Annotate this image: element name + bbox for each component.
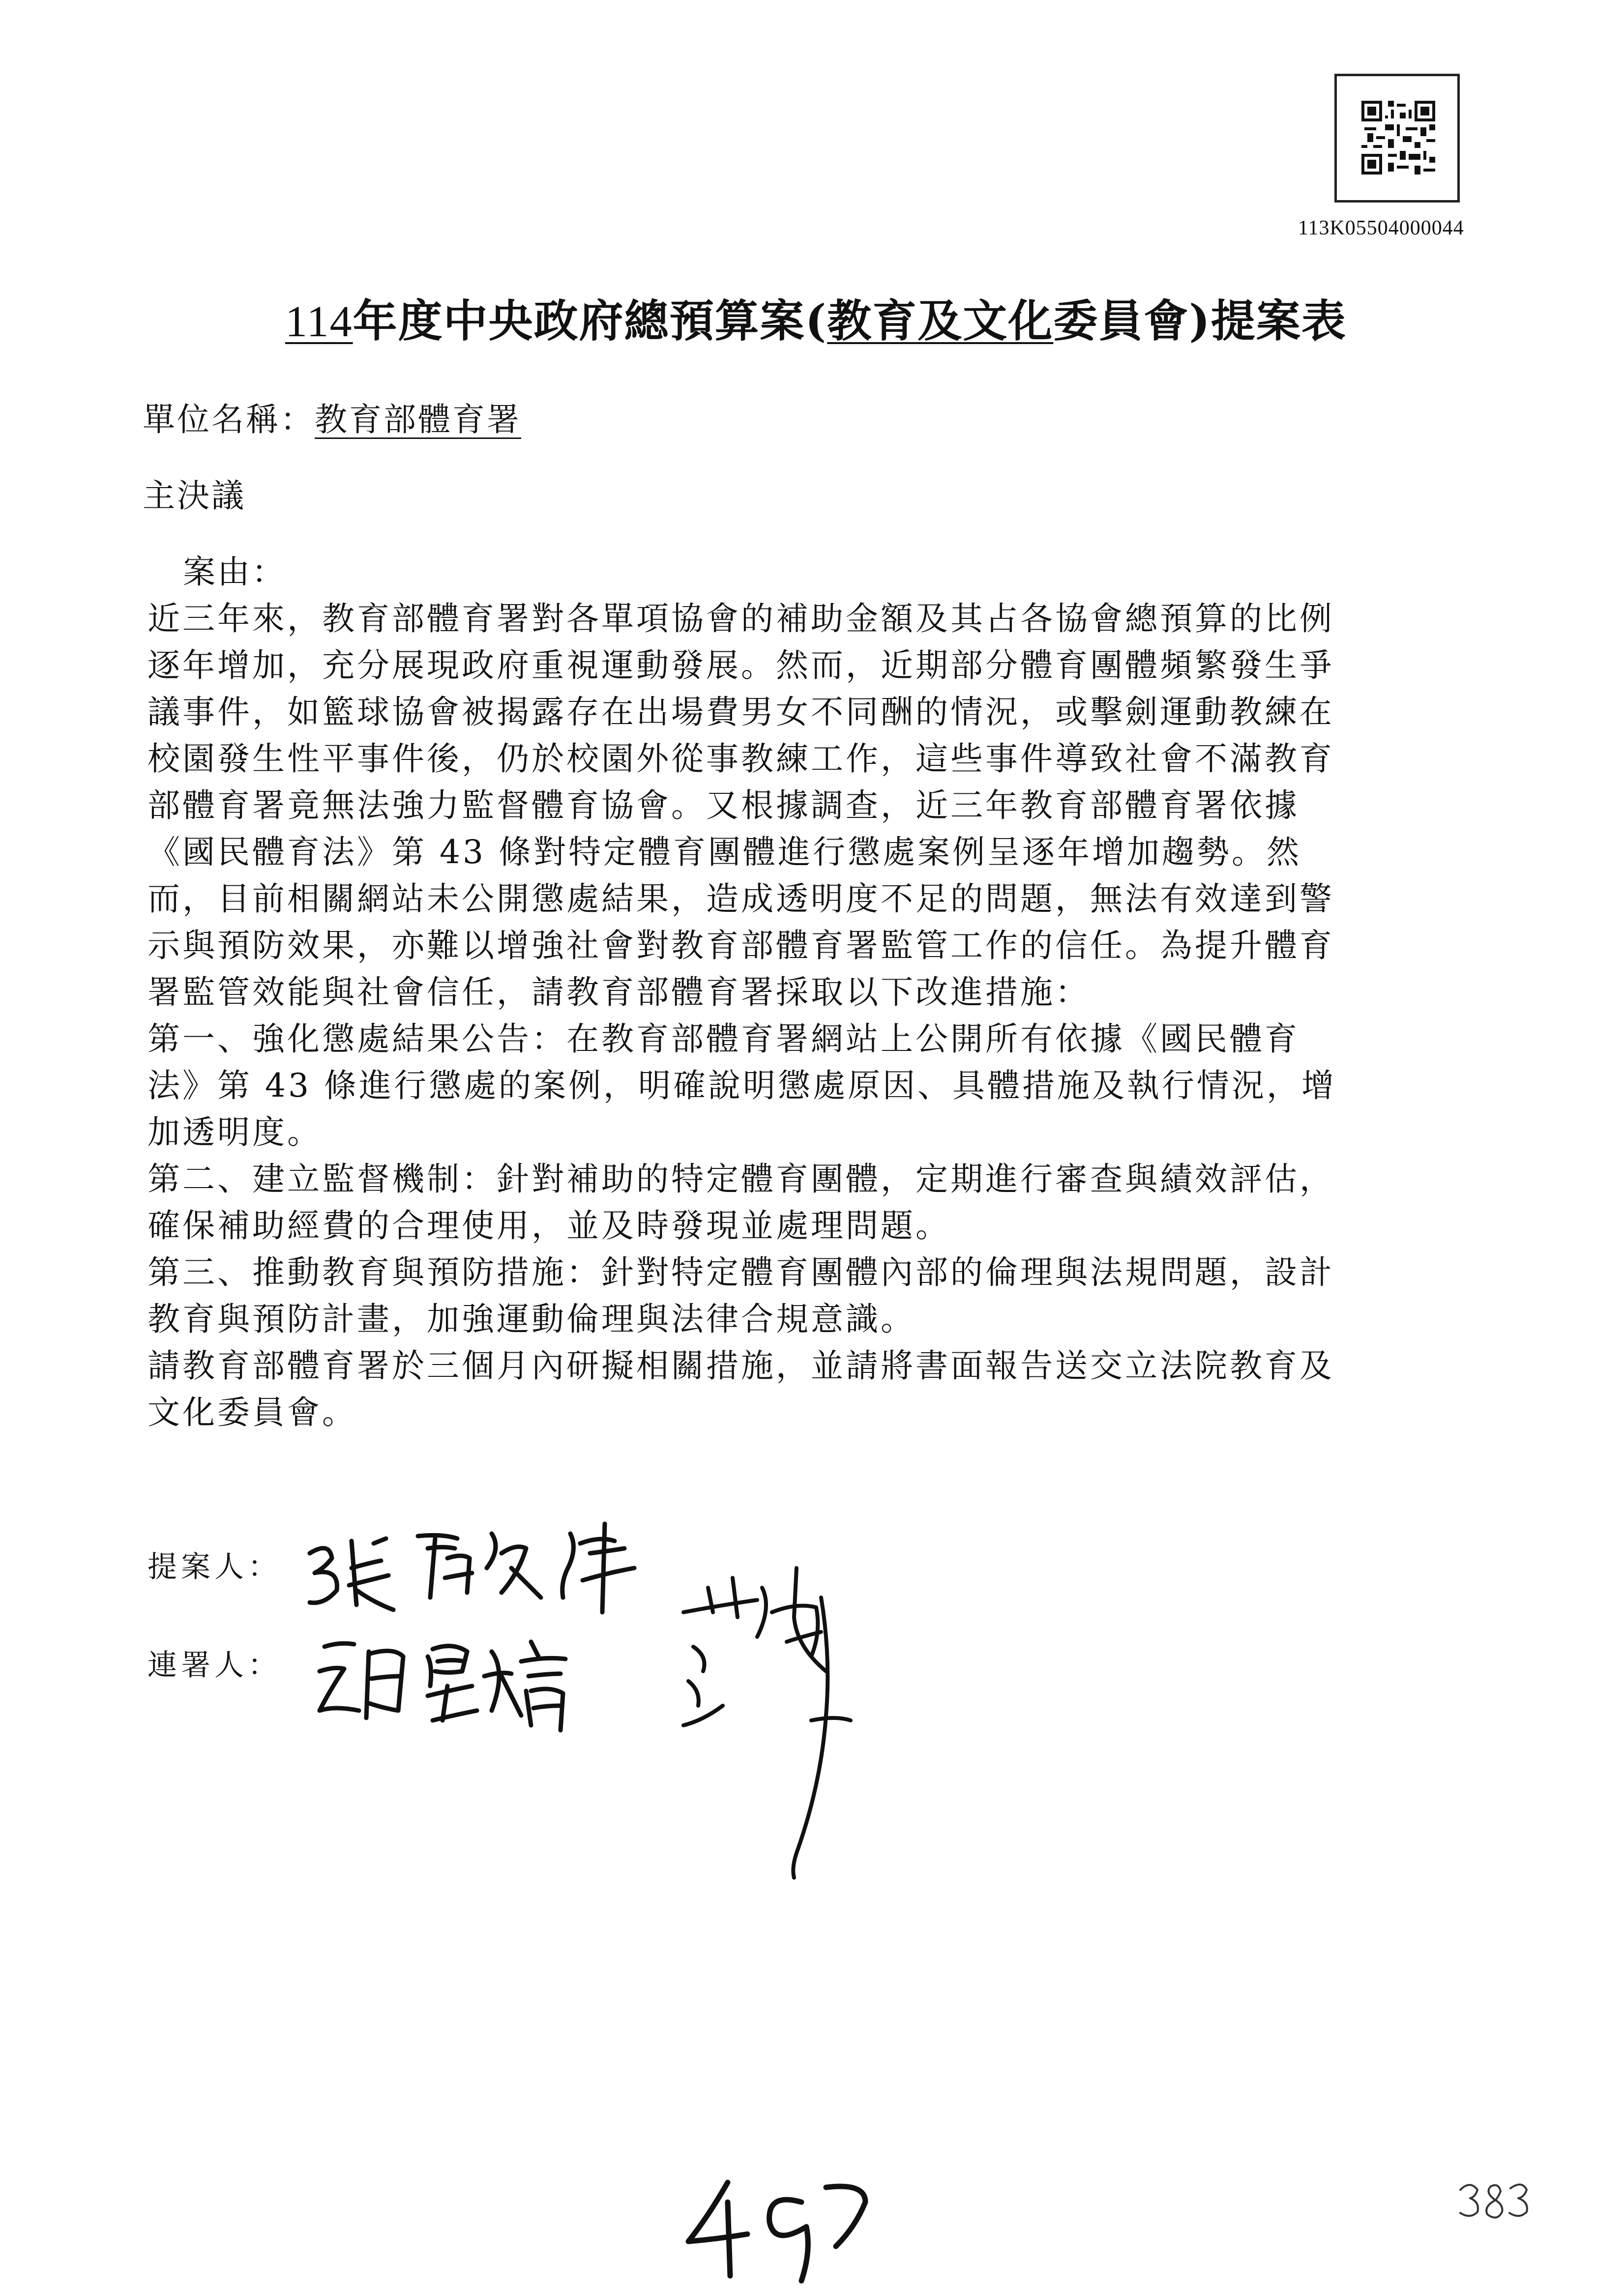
qr-code-icon bbox=[1361, 101, 1435, 174]
body-line: 教育與預防計畫，加強運動倫理與法律合規意識。 bbox=[148, 1300, 915, 1338]
page-title bbox=[285, 285, 1367, 349]
proposer-signature bbox=[295, 1494, 649, 1622]
qr-code bbox=[1334, 74, 1460, 203]
body-line: 第二、建立監督機制：針對補助的特定體育團體，定期進行審查與績效評估， bbox=[148, 1160, 1334, 1198]
unit-row bbox=[143, 393, 521, 440]
page-number-corner bbox=[1455, 2178, 1534, 2222]
cosigner-signature-2 bbox=[674, 1558, 880, 1883]
body-line: 加透明度。 bbox=[148, 1113, 322, 1151]
reason-label: 案由： bbox=[183, 553, 286, 591]
title-part-1: 年度中央政府總預算案( bbox=[353, 295, 827, 347]
body-line: 而，目前相關網站未公開懲處結果，造成透明度不足的問題，無法有效達到警 bbox=[148, 880, 1334, 918]
body-line: 逐年增加，充分展現政府重視運動發展。然而，近期部分體育團體頻繁發生爭 bbox=[148, 646, 1334, 684]
body-line: 校園發生性平事件後，仍於校園外從事教練工作，這些事件導致社會不滿教育 bbox=[148, 740, 1334, 778]
body-line: 請教育部體育署於三個月內研擬相關措施，並請將書面報告送交立法院教育及 bbox=[148, 1347, 1334, 1385]
title-year: 114 bbox=[285, 297, 353, 346]
document-code: 113K05504000044 bbox=[1298, 217, 1464, 239]
body-line: 部體育署竟無法強力監督體育協會。又根據調查，近三年教育部體育署依據 bbox=[148, 786, 1299, 824]
body-line: 第一、強化懲處結果公告：在教育部體育署網站上公開所有依據《國民體育 bbox=[148, 1020, 1299, 1058]
body-line: 確保補助經費的合理使用，並及時發現並處理問題。 bbox=[148, 1207, 950, 1245]
body-line: 近三年來，教育部體育署對各單項協會的補助金額及其占各協會總預算的比例 bbox=[148, 600, 1334, 638]
cosigner-signature-1 bbox=[315, 1612, 659, 1740]
title-committee: 教育及文化 bbox=[827, 295, 1054, 347]
resolution-label: 主決議 bbox=[143, 477, 246, 515]
body-line: 示與預防效果，亦難以增強社會對教育部體育署監管工作的信任。為提升體育 bbox=[148, 927, 1334, 964]
body-line: 署監管效能與社會信任，請教育部體育署採取以下改進措施： bbox=[148, 973, 1090, 1011]
proposer-label: 提案人： bbox=[148, 1550, 281, 1584]
unit-value: 教育部體育署 bbox=[315, 401, 521, 438]
title-part-2: 委員會)提案表 bbox=[1053, 295, 1347, 347]
body-line: 文化委員會。 bbox=[148, 1394, 357, 1431]
cosigner-label: 連署人： bbox=[148, 1648, 281, 1683]
body-line: 第三、推動教育與預防措施：針對特定體育團體內部的倫理與法規問題，設計 bbox=[148, 1253, 1334, 1291]
body-line: 法》第 43 條進行懲處的案例，明確說明懲處原因、具體措施及執行情況，增 bbox=[148, 1067, 1336, 1104]
body-line: 議事件，如籃球協會被揭露存在出場費男女不同酬的情況，或擊劍運動教練在 bbox=[148, 693, 1334, 731]
page-number-stamp bbox=[679, 2173, 885, 2286]
body-line: 《國民體育法》第 43 條對特定體育團體進行懲處案例呈逐年增加趨勢。然 bbox=[148, 833, 1301, 871]
unit-label: 單位名稱： bbox=[143, 401, 315, 438]
